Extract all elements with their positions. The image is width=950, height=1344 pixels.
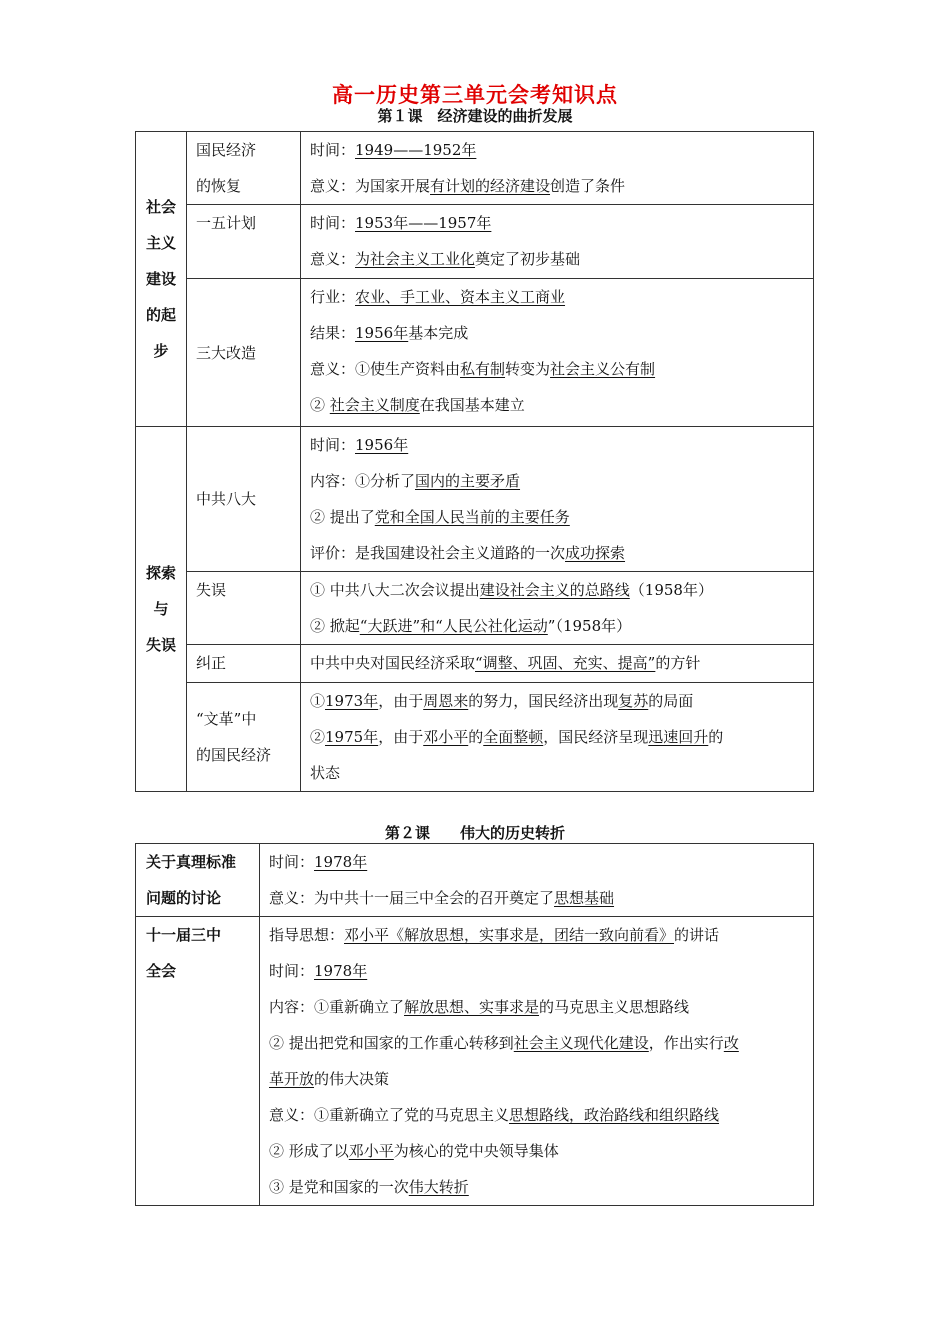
table-row	[136, 279, 814, 427]
underlined-keyword: 1973年	[325, 692, 379, 710]
content-line	[310, 572, 813, 608]
text-segment: ②	[310, 396, 330, 414]
text-segment: 时间：	[269, 962, 315, 980]
text-segment: 奠定了初步基础	[475, 250, 581, 268]
content-cell	[301, 683, 814, 792]
text-segment: 指导思想：	[269, 926, 345, 944]
content-line	[310, 132, 813, 168]
lesson-2-table	[135, 843, 814, 1206]
text-segment: 评价：是我国建设社会主义道路的一次	[310, 544, 566, 562]
topic-label: 关于真理标准	[146, 853, 237, 871]
lesson-1-table	[135, 131, 814, 792]
content-line	[310, 535, 813, 571]
text-segment: 的	[468, 728, 484, 746]
text-segment: 内容：①重新确立了	[269, 998, 405, 1016]
topic-label: 三大改造	[196, 343, 257, 362]
text-segment: 结果：	[310, 324, 356, 342]
underlined-keyword: 1978年	[314, 962, 368, 980]
topic-cell	[187, 205, 301, 279]
topic-label: 纠正	[196, 654, 227, 672]
text-segment: 时间：	[310, 436, 356, 454]
page-title: 高一历史第三单元会考知识点	[332, 83, 618, 107]
underlined-keyword: 1956年	[355, 324, 409, 342]
topic-label: 步	[153, 342, 169, 360]
topic-label: 失误	[196, 581, 227, 599]
topic-label: 的国民经济	[196, 746, 272, 764]
topic-label: 与	[153, 600, 169, 618]
underlined-keyword: 1975年	[325, 728, 379, 746]
topic-label: 的恢复	[196, 177, 242, 195]
content-line	[269, 1025, 813, 1061]
text-segment: 为核心的党中央领导集体	[393, 1142, 559, 1160]
text-segment: 行业：	[310, 288, 356, 306]
text-segment: 意义：为中共十一届三中全会的召开奠定了	[269, 889, 555, 907]
underlined-keyword: 改	[723, 1034, 739, 1052]
text-segment: ③ 是党和国家的一次	[269, 1178, 409, 1196]
topic-label: 建设	[145, 270, 176, 288]
content-cell	[301, 427, 814, 572]
topic-cell	[187, 572, 301, 645]
topic-label: 社会	[145, 198, 176, 216]
underlined-keyword: 成功探索	[565, 544, 626, 562]
content-cell	[260, 844, 814, 917]
text-segment: 状态	[310, 764, 341, 782]
topic-label: 失误	[145, 636, 176, 654]
text-segment: 意义：①使生产资料由	[310, 360, 461, 378]
topic-label: 十一届三中	[146, 926, 222, 944]
topic-label: 国民经济	[196, 141, 257, 159]
table-row	[136, 844, 814, 917]
content-cell	[301, 279, 814, 427]
topic-cell	[136, 844, 260, 917]
text-segment: 创造了条件	[550, 177, 626, 195]
underlined-keyword: 1953年——1957年	[355, 214, 492, 232]
content-line	[269, 880, 813, 916]
topic-cell	[136, 917, 260, 1206]
content-line	[269, 953, 813, 989]
topic-cell	[187, 132, 301, 205]
underlined-keyword: 周恩来	[423, 692, 469, 710]
table-row	[136, 917, 814, 1206]
content-line	[310, 279, 813, 315]
topic-cell	[187, 427, 301, 572]
content-line	[269, 1169, 813, 1205]
section-category	[136, 427, 187, 792]
text-segment: 基本完成	[408, 324, 469, 342]
underlined-keyword: 思想基础	[554, 889, 615, 907]
content-cell	[301, 645, 814, 683]
topic-label: 的起	[145, 306, 176, 324]
topic-cell	[187, 683, 301, 792]
content-line	[310, 608, 813, 644]
content-line	[269, 989, 813, 1025]
underlined-keyword: 1949——1952年	[355, 141, 477, 159]
text-segment: 转变为	[505, 360, 551, 378]
text-segment: ，由于	[378, 692, 424, 710]
text-segment: 时间：	[269, 853, 315, 871]
content-cell	[301, 132, 814, 205]
topic-label: 一五计划	[196, 214, 257, 232]
text-segment: ① 中共八大二次会议提出	[310, 581, 480, 599]
table-row	[136, 645, 814, 683]
section-category	[136, 132, 187, 427]
content-line	[310, 645, 813, 681]
content-line	[310, 499, 813, 535]
text-segment: 的讲话	[674, 926, 720, 944]
content-line	[269, 1061, 813, 1097]
underlined-keyword: 邓小平	[423, 728, 469, 746]
topic-cell	[187, 645, 301, 683]
underlined-keyword: 社会主义公有制	[550, 360, 656, 378]
underlined-keyword: 建设社会主义的总路线	[479, 581, 630, 599]
underlined-keyword: 1956年	[355, 436, 409, 454]
underlined-keyword: 农业、手工业、资本主义工商业	[355, 288, 566, 306]
lesson-1-heading: 第１课 经济建设的曲折发展	[377, 107, 573, 125]
underlined-keyword: 为社会主义工业化	[355, 250, 476, 268]
text-segment: 在我国基本建立	[419, 396, 525, 414]
content-line	[310, 205, 813, 241]
content-line	[269, 917, 813, 953]
content-cell	[301, 572, 814, 645]
text-segment: 时间：	[310, 214, 356, 232]
underlined-keyword: “大跃进”和“人民公社化运动	[359, 617, 548, 635]
topic-label: 主义	[145, 234, 176, 252]
underlined-keyword: 1978年	[314, 853, 368, 871]
underlined-keyword: 私有制	[460, 360, 506, 378]
text-segment: ，国民经济呈现	[543, 728, 649, 746]
underlined-keyword: 党和全国人民当前的主要任务	[374, 508, 570, 526]
underlined-keyword: 邓小平《解放思想，实事求是，团结一致向前看》	[344, 926, 675, 944]
content-line	[310, 168, 813, 204]
table-row	[136, 427, 814, 572]
content-line	[310, 241, 813, 277]
topic-label: “文革”中	[196, 710, 257, 728]
underlined-keyword: 有计划的经济建设	[430, 177, 551, 195]
text-segment: 的努力，国民经济出现	[468, 692, 619, 710]
topic-label: 问题的讨论	[146, 889, 222, 907]
content-line	[310, 387, 813, 423]
content-line	[310, 315, 813, 351]
underlined-keyword: 解放思想、实事求是	[404, 998, 540, 1016]
text-segment: 的	[708, 728, 724, 746]
underlined-keyword: 复苏	[618, 692, 649, 710]
text-segment: 意义：	[310, 250, 356, 268]
text-segment: 的伟大决策	[314, 1070, 390, 1088]
underlined-keyword: 迅速回升	[648, 728, 709, 746]
content-line	[310, 427, 813, 463]
underlined-keyword: 全面整顿	[483, 728, 544, 746]
text-segment: ①	[310, 692, 326, 710]
table-row	[136, 132, 814, 205]
text-segment: ② 形成了以	[269, 1142, 349, 1160]
content-line	[310, 719, 813, 755]
table-row	[136, 205, 814, 279]
content-line	[310, 683, 813, 719]
underlined-keyword: 伟大转折	[408, 1178, 469, 1196]
underlined-keyword: 社会主义现代化建设	[513, 1034, 649, 1052]
content-line	[310, 755, 813, 791]
topic-cell	[187, 279, 301, 427]
text-segment: ② 提出把党和国家的工作重心转移到	[269, 1034, 514, 1052]
text-segment: ② 提出了	[310, 508, 375, 526]
underlined-keyword: 邓小平	[348, 1142, 394, 1160]
underlined-keyword: 社会主义制度	[329, 396, 420, 414]
text-segment: 时间：	[310, 141, 356, 159]
content-line	[269, 844, 813, 880]
content-line	[269, 1097, 813, 1133]
text-segment: 的方针	[655, 654, 701, 672]
underlined-keyword: “调整、巩固、充实、提高”	[475, 654, 656, 672]
table-row	[136, 683, 814, 792]
content-cell	[260, 917, 814, 1206]
text-segment: ，作出实行	[648, 1034, 724, 1052]
text-segment: 的马克思主义思想路线	[539, 998, 690, 1016]
content-cell	[301, 205, 814, 279]
underlined-keyword: 革开放	[269, 1070, 315, 1088]
text-segment: ”（1958年）	[547, 617, 632, 635]
underlined-keyword: 思想路线，政治路线和组织路线	[509, 1106, 720, 1124]
topic-label: 探索	[145, 564, 176, 582]
text-segment: （1958年）	[629, 581, 713, 599]
text-segment: ② 掀起	[310, 617, 360, 635]
topic-label: 中共八大	[196, 490, 257, 508]
text-segment: ，由于	[378, 728, 424, 746]
content-line	[310, 351, 813, 387]
content-line	[310, 463, 813, 499]
text-segment: 中共中央对国民经济采取	[310, 654, 476, 672]
text-segment: 的局面	[648, 692, 694, 710]
underlined-keyword: 国内的主要矛盾	[415, 472, 521, 490]
text-segment: ②	[310, 728, 326, 746]
text-segment: 内容：①分析了	[310, 472, 416, 490]
table-row	[136, 572, 814, 645]
topic-label: 全会	[146, 962, 177, 980]
text-segment: 意义：为国家开展	[310, 177, 431, 195]
content-line	[269, 1133, 813, 1169]
text-segment: 意义：①重新确立了党的马克思主义	[269, 1106, 510, 1124]
lesson-2-heading: 第２课 伟大的历史转折	[384, 824, 565, 842]
